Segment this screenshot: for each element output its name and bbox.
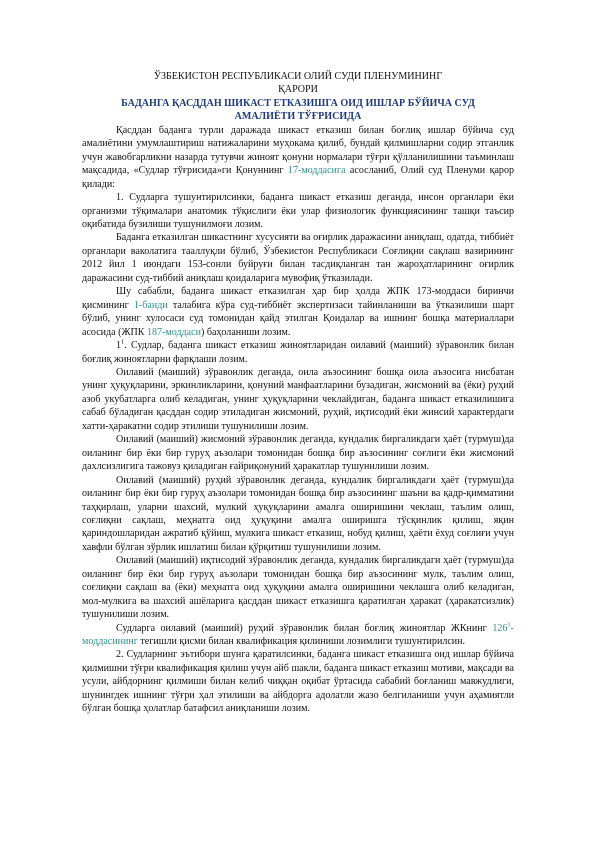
intro-text-a: Қасддан баданга турли даражада шикаст етказиш билан боғлиқ ишлар бўйича суд амалиётини умумлаштириш натижаларини муҳокама қилиб, бундай қилмишларни содир этганлик учун жавобгарликни назарда тутувчи жиноят қонуни нормалари тўғри қўлланилишини таъминлаш мақсадида, «Судлар тўғрисида»ги Қонуннинг (82, 124, 514, 177)
paragraph-1-1 (82, 339, 514, 366)
paragraph-domestic-violence: Оилавий (маиший) зўравонлик деганда, оила аъзосининг бошқа оила аъзосига нисбатан унинг ҳуқуқларини, эркинликларини, қонуний манфаатларини бузадиган, жисмоний ва (ёки) руҳий азоб укубатларга олиб келадиган, унинг ҳуқуқларини чеклайдиган, баданга шикаст етказилишига сабаб бўладиган қасддан содир этиладиган жисмоний, руҳий, иқтисодий ёки жинсий характердаги хатти-ҳаракатни содир этилиши тушунилиши лозим. (82, 366, 514, 432)
issuer-line: ЎЗБЕКИСТОН РЕСПУБЛИКАСИ ОЛИЙ СУДИ ПЛЕНУМИНИНГ (153, 71, 443, 82)
article-187-link[interactable]: 187-моддаси (146, 326, 201, 338)
intro-paragraph (82, 124, 514, 191)
paragraph-3-text-a: Шу сабабли, баданга шикаст етказилган ҳар бир ҳолда ЖПК 173-моддаси биринчи қисмининг (82, 286, 514, 311)
paragraph-qualification-text-a: Судларга оилавий (маиший) руҳий зўравонлик билан боғлиқ жиноятлар ЖКнинг (116, 622, 493, 634)
intro-text-b: асосланиб, Олий суд Пленуми қарор қилади: (82, 165, 514, 190)
document-page (82, 70, 514, 716)
article-17-link[interactable]: 17-моддасига (287, 165, 346, 177)
paragraph-3-text-b: талабига кўра суд-тиббиёт экспертизаси тайинланиши ва ўтказилиши шарт бўлиб, унинг хулосаси суд томонидан қайд этилган Қоидалар ва ишнинг бошқа материаллари асосида (ЖПК (82, 299, 514, 338)
document-title-line-2: АМАЛИЁТИ ТЎҒРИСИДА (234, 111, 362, 123)
paragraph-2: 2. Судларнинг эътибори шунга қаратилсинки, баданга шикаст етказишга оид ишлар бўйича қилмишни тўғри квалификация қилиш учун айб шакли, баданга шикаст етказиш мотиви, мақсади ва усули, айбдорнинг қилмиши билан келиб чиққан оқибат ўртасида сабабий боғланиш мавжудлиги, шунингдек ишнинг тўғри ҳал этилиши ва айбдорга адолатли жазо белгиланиши учун аҳамиятли бўлган бошқа ҳолатлар батафсил аниқланиши лозим. (82, 649, 514, 715)
paragraph-qualification-text-b: тегишли қисми билан квалификация қилиниши лозимлиги тушунтирилсин. (137, 636, 466, 648)
paragraph-physical-violence: Оилавий (маиший) жисмоний зўравонлик деганда, кундалик биргаликдаги ҳаёт (турмуш)да оиланинг бир ёки бир гуруҳ аъзолари томонидан бошқа бир аъзосининг соғлиги ёки жисмоний дахлсизлигига тажовуз қиладиган ғайриқонуний ҳаракатлар тушунилиши лозим. (82, 434, 514, 473)
paragraph-1-1-text: . Судлар, баданга шикаст етказиш жиноятларидан оилавий (маиший) зўравонлик билан боғлиқ жиноятларни фарқлаши лозим. (82, 340, 514, 365)
article-126-number: 126 (492, 622, 508, 634)
paragraph-1: 1. Судларга тушунтирилсинки, баданга шикаст етказиш деганда, инсон органлари ёки организми тўқималари анатомик тўқислиги ёки улар физиологик функциясининг ташқи таъсир оқибатида бузилиши тушунилмоғи лозим. (82, 192, 514, 230)
paragraph-1-1-superscript: 1 (121, 338, 125, 346)
paragraph-1-1-number: 1 (116, 340, 122, 352)
document-type: ҚАРОРИ (278, 84, 318, 96)
paragraph-economic-violence: Оилавий (маиший) иқтисодий зўравонлик деганда, кундалик биргаликдаги ҳаёт (турмуш)да оиланинг бир ёки бир гуруҳ аъзолари томонидан бошқа бир аъзосининг мулк, таълим олиш, соғлиқни сақлаш ва (ёки) меҳнатга оид ҳуқуқини амалга оширишини чеклашга олиб келадиган, мол-мулкига ва шахсий ашёларига қасддан шикаст етказишга қаратилган ҳаракат (ҳаракатсизлик) тушунилиши лозим. (82, 555, 514, 621)
paragraph-psychological-violence: Оилавий (маиший) руҳий зўравонлик деганда, кундалик биргаликдаги ҳаёт (турмуш)да оиланинг бир ёки бир гуруҳ аъзолари томонидан бошқа бир аъзосининг шаъни ва қадр-қимматини таҳқирлаш, уларни шахсий, мулкий ҳуқуқларини амалга оширишини чеклаш, таълим олиш, соғлиқни сақлаш, меҳнатга оид ҳуқуқини амалга оширишга тўсқинлик қилиш, яқин қариндошларидан ажратиб қўйиш, мулкига шикаст етказиш, нобуд қилиш, ҳаёти ёхуд соғлиғи учун хавфли бўлган зўрлик ишлатиш билан қўрқитиш тушунилиши лозим. (82, 474, 514, 553)
clause-1-link[interactable]: 1-банди (133, 299, 168, 311)
paragraph-3-text-c: ) баҳоланиши лозим. (200, 326, 291, 338)
paragraph-qualification (82, 622, 514, 649)
paragraph-3 (82, 285, 514, 339)
article-126-superscript: 1 (507, 621, 511, 629)
document-title-line-1: БАДАНГА ҚАСДДАН ШИКАСТ ЕТКАЗИШГА ОИД ИШЛАР БЎЙИЧА СУД (121, 97, 475, 109)
paragraph-2: Баданга етказилган шикастнинг хусусияти ва оғирлик даражасини аниқлаш, одатда, тиббиёт органлари ваколатига тааллуқли бўлиб, Ўзбекистон Республикаси Соғлиқни сақлаш вазирининг 2012 йил 1 июндаги 153-сонли буйруғи билан тасдиқланган тан жароҳатларининг оғирлик даражасини суд-тиббий аниқлаш қоидаларига мувофиқ ўтказилади. (82, 232, 514, 284)
article-126-suffix: -моддасининг (82, 622, 514, 648)
